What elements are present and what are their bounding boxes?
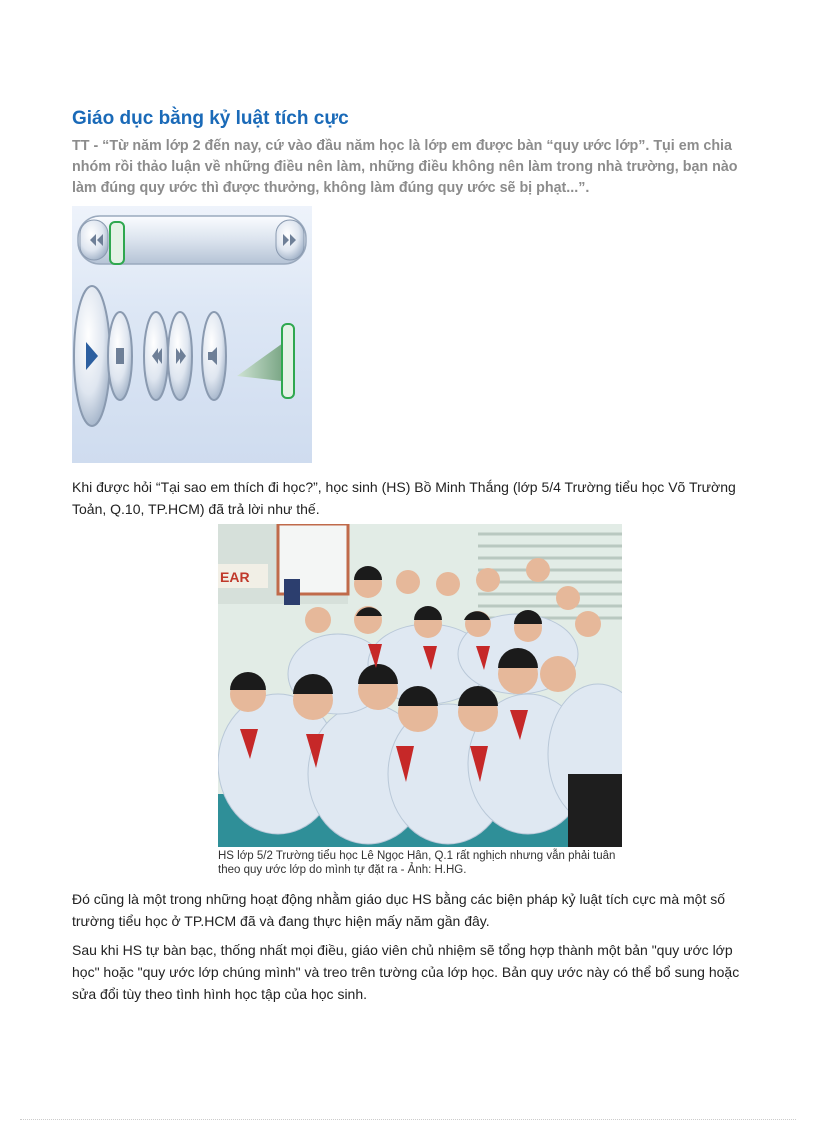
play-icon[interactable] bbox=[74, 286, 110, 426]
page-footer-divider bbox=[20, 1119, 796, 1120]
paragraph-1: Khi được hỏi “Tại sao em thích đi học?”, học sinh (HS) Bồ Minh Thắng (lớp 5/4 Trường tiểu học Võ Trường Toản, Q.10, TP.HCM) đã trả lời như thế. bbox=[72, 479, 736, 517]
next-icon[interactable] bbox=[168, 312, 192, 400]
article-title: Giáo dục bằng kỷ luật tích cực bbox=[72, 108, 349, 129]
previous-icon[interactable] bbox=[144, 312, 168, 400]
article-lead: TT - “Từ năm lớp 2 đến nay, cứ vào đầu năm học là lớp em được bàn “quy ước lớp”. Tụi em chia nhóm rồi thảo luận về những điều nên làm, những điều không nên làm trong nhà trường, bạn nào làm đúng quy ước thì được thưởng, không làm đúng quy ước sẽ bị phạt...”. bbox=[72, 138, 738, 196]
rewind-icon[interactable] bbox=[80, 220, 108, 260]
fast-forward-icon[interactable] bbox=[276, 220, 304, 260]
photo-caption: HS lớp 5/2 Trường tiểu học Lê Ngọc Hân, Q.1 rất nghịch nhưng vẫn phải tuân theo quy ước lớp do mình tự đặt ra - Ảnh: H.HG. bbox=[218, 850, 616, 876]
stop-icon[interactable] bbox=[108, 312, 132, 400]
volume-slider[interactable] bbox=[237, 324, 294, 398]
sign-text: EAR bbox=[220, 569, 250, 585]
media-player-graphic bbox=[72, 206, 312, 463]
paragraph-3: Sau khi HS tự bàn bạc, thống nhất mọi điều, giáo viên chủ nhiệm sẽ tổng hợp thành một bản "quy ước lớp học" hoặc "quy ước lớp chúng mình" và treo trên tường của lớp học. Bản quy ước này có thể bổ sung hoặc sửa đổi tùy theo tình hình học tập của học sinh. bbox=[72, 942, 740, 1002]
media-player bbox=[72, 206, 312, 463]
paragraph-2: Đó cũng là một trong những hoạt động nhằm giáo dục HS bằng các biện pháp kỷ luật tích cực mà một số trường tiểu học ở TP.HCM đã và đang thực hiện mấy năm gần đây. bbox=[72, 891, 726, 929]
seek-handle-icon[interactable] bbox=[110, 222, 124, 264]
classroom-photo bbox=[218, 524, 622, 847]
classroom-photo-graphic bbox=[218, 524, 622, 847]
volume-icon[interactable] bbox=[202, 312, 226, 400]
